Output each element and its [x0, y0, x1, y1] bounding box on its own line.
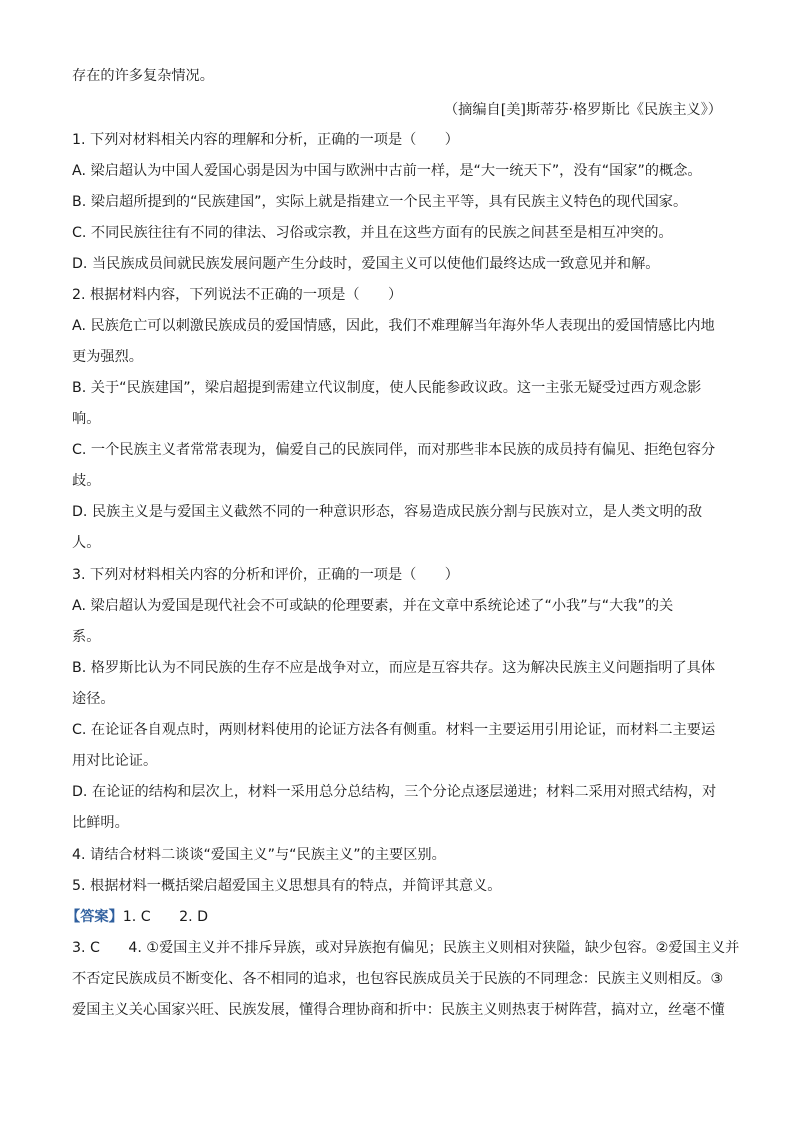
question-3-option-b-line-1: B. 格罗斯比认为不同民族的生存不应是战争对立，而应是互容共存。这为解决民族主义问题指明了具体 — [72, 660, 716, 676]
answer-line-1 — [66, 907, 716, 927]
question-1-option-c: C. 不同民族往往有不同的律法、习俗或宗教，并且在这些方面有的民族之间甚至是相互冲突的。 — [72, 225, 673, 241]
intro-tail-text: 存在的许多复杂情况。 — [72, 68, 214, 84]
question-2-option-c-line-1: C. 一个民族主义者常常表现为，偏爱自己的民族同伴，而对那些非本民族的成员持有偏见、拒绝包容分 — [72, 442, 716, 458]
question-3-option-d-line-1: D. 在论证的结构和层次上，材料一采用总分总结构，三个分论点逐层递进；材料二采用对照式结构，对 — [72, 784, 717, 800]
question-1-stem: 1. 下列对材料相关内容的理解和分析，正确的一项是（ ） — [72, 132, 459, 148]
question-2-option-d-line-2: 人。 — [72, 535, 101, 551]
question-3-option-a-line-2: 系。 — [72, 629, 101, 645]
citation-text: （摘编自[美]斯蒂芬·格罗斯比《民族主义》） — [443, 102, 722, 118]
question-2-option-c-line-2: 歧。 — [72, 473, 101, 489]
question-2-option-d-line-1: D. 民族主义是与爱国主义截然不同的一种意识形态，容易造成民族分割与民族对立，是人类文明的敌 — [72, 504, 703, 520]
question-3-option-b-line-2: 途径。 — [72, 691, 115, 707]
question-2-option-a-line-2: 更为强烈。 — [72, 349, 143, 365]
question-1-option-d: D. 当民族成员间就民族发展问题产生分歧时，爱国主义可以使他们最终达成一致意见并和解。 — [72, 256, 660, 272]
question-2-stem: 2. 根据材料内容，下列说法不正确的一项是（ ） — [72, 287, 403, 303]
answer-line-3: 不否定民族成员不断变化、各不相同的追求，也包容民族成员关于民族的不同理念：民族主义则相反。③ — [72, 971, 724, 987]
answer-line-4: 爱国主义关心国家兴旺、民族发展，懂得合理协商和折中：民族主义则热衷于树阵营，搞对立，丝毫不懂 — [72, 1002, 725, 1018]
question-3-stem: 3. 下列对材料相关内容的分析和评价，正确的一项是（ ） — [72, 567, 459, 583]
answer-line-2: 3. C 4. ①爱国主义并不排斥异族，或对异族抱有偏见；民族主义则相对狭隘，缺少包容。②爱国主义并 — [72, 940, 740, 956]
question-2-option-b-line-2: 响。 — [72, 411, 101, 427]
answer-label: 【答案】 — [66, 909, 123, 925]
question-3-option-c-line-2: 用对比论证。 — [72, 753, 158, 769]
question-3-option-c-line-1: C. 在论证各自观点时，两则材料使用的论证方法各有侧重。材料一主要运用引用论证，而材料二主要运 — [72, 722, 716, 738]
question-1-option-a: A. 梁启超认为中国人爱国心弱是因为中国与欧洲中古前一样，是“大一统天下”，没有“国家”的概念。 — [72, 163, 702, 179]
question-3-option-d-line-2: 比鲜明。 — [72, 815, 129, 831]
question-2-option-a-line-1: A. 民族危亡可以刺激民族成员的爱国情感，因此，我们不难理解当年海外华人表现出的爱国情感比内地 — [72, 318, 715, 334]
answer-values-1-2: 1. C 2. D — [122, 909, 209, 925]
question-1-option-b: B. 梁启超所提到的“民族建国”，实际上就是指建立一个民主平等，具有民族主义特色的现代国家。 — [72, 194, 688, 210]
question-5-stem: 5. 根据材料一概括梁启超爱国主义思想具有的特点，并简评其意义。 — [72, 878, 502, 894]
question-4-stem: 4. 请结合材料二谈谈“爱国主义”与“民族主义”的主要区别。 — [72, 847, 446, 863]
question-3-option-a-line-1: A. 梁启超认为爱国是现代社会不可或缺的伦理要素，并在文章中系统论述了“小我”与“大我”的关 — [72, 598, 674, 614]
question-2-option-b-line-1: B. 关于“民族建国”，梁启超提到需建立代议制度，使人民能参政议政。这一主张无疑受过西方观念影 — [72, 380, 702, 396]
